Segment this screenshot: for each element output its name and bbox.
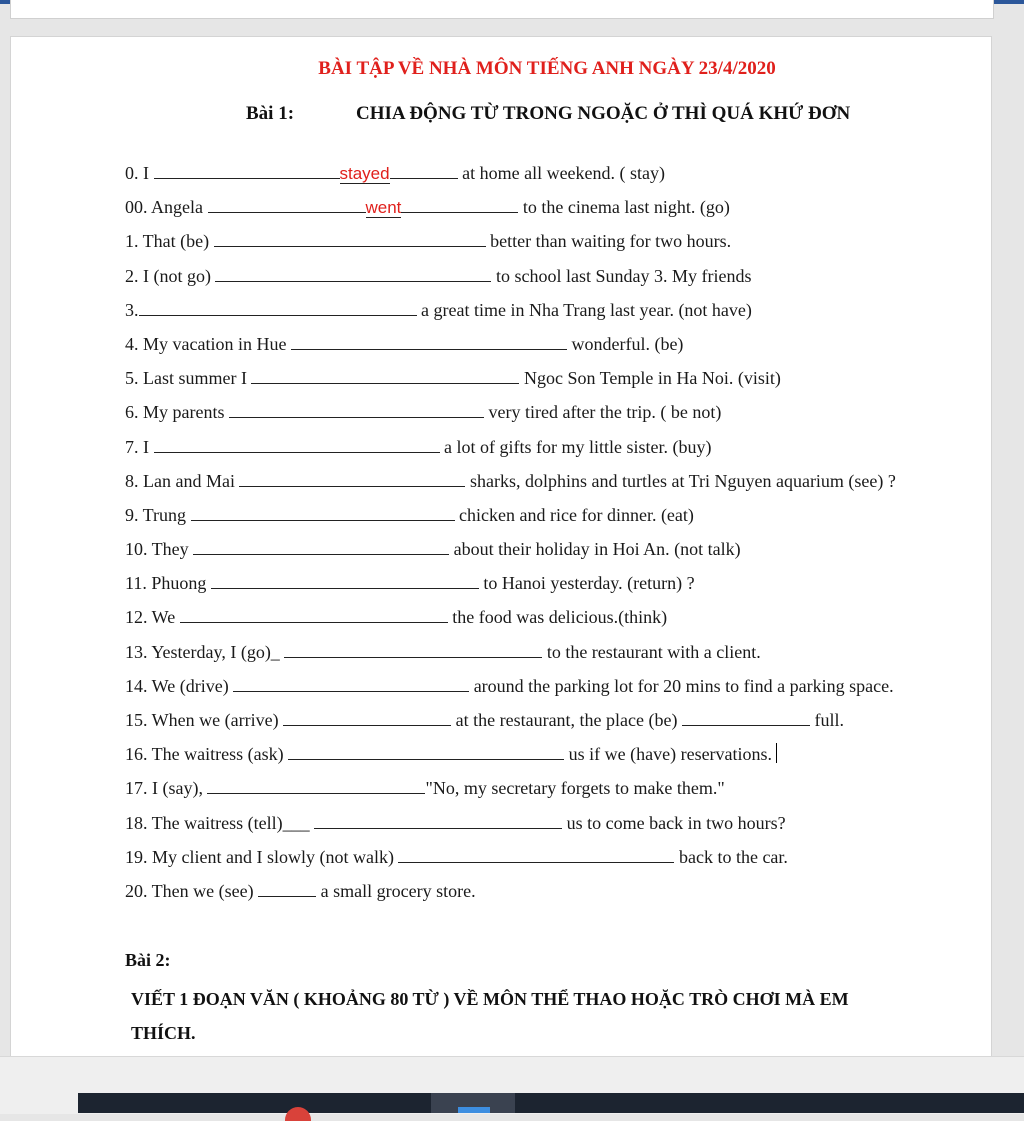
exercise-prompt: 8. Lan and Mai xyxy=(125,470,235,491)
answer-blank xyxy=(193,536,449,555)
answer-blank xyxy=(207,775,425,794)
text-cursor xyxy=(776,743,777,763)
exercise-rest: at the restaurant, the place (be) xyxy=(455,710,678,730)
exercise-prompt: 20. Then we (see) xyxy=(125,880,254,901)
answer-blank xyxy=(314,810,562,829)
exercise-item xyxy=(125,639,896,673)
answer-blank xyxy=(258,878,316,897)
exercise-rest: to the cinema last night. (go) xyxy=(522,197,730,218)
exercise-rest: a lot of gifts for my little sister. (buy) xyxy=(444,436,712,457)
answer-blank xyxy=(401,194,518,213)
exercise-prompt: 14. We (drive) xyxy=(125,675,229,696)
exercise-prompt: 5. Last summer I xyxy=(125,368,247,389)
exercise-prompt: 11. Phuong xyxy=(125,573,207,594)
exercise-rest: "No, my secretary forgets to make them." xyxy=(425,778,725,799)
exercise-rest-2: full. xyxy=(814,710,844,730)
answer-blank xyxy=(215,263,491,282)
exercise-rest: Ngoc Son Temple in Ha Noi. (visit) xyxy=(523,368,781,389)
taskbar xyxy=(78,1093,1024,1113)
previous-page xyxy=(10,0,994,19)
exercise-prompt: 00. Angela xyxy=(125,197,203,218)
exercise-prompt: 13. Yesterday, I (go)_ xyxy=(125,641,280,662)
exercise-rest: about their holiday in Hoi An. (not talk) xyxy=(453,539,741,560)
exercise-prompt: 6. My parents xyxy=(125,402,225,423)
exercise-rest: around the parking lot for 20 mins to find a parking space. xyxy=(473,675,894,696)
answer-blank xyxy=(239,468,465,487)
exercise-item xyxy=(125,673,896,707)
exercise-prompt: 19. My client and I slowly (not walk) xyxy=(125,846,394,867)
answer-blank xyxy=(211,570,479,589)
answer-blank xyxy=(291,331,567,350)
exercise-list xyxy=(125,160,896,912)
exercise-prompt: 16. The waitress (ask) xyxy=(125,744,284,765)
exercise-prompt: 2. I (not go) xyxy=(125,265,211,286)
answer-blank xyxy=(191,502,455,521)
exercise-item xyxy=(125,365,896,399)
exercise-item xyxy=(125,707,896,741)
exercise-prompt: 10. They xyxy=(125,539,189,560)
answer-text: stayed xyxy=(339,164,390,183)
exercise-rest: sharks, dolphins and turtles at Tri Nguyen aquarium (see) ? xyxy=(469,470,896,491)
exercise-item xyxy=(125,160,896,194)
exercise-prompt: 9. Trung xyxy=(125,504,187,525)
exercise1-label: Bài 1: xyxy=(246,103,295,124)
exercise-prompt: 3. xyxy=(125,299,139,320)
exercise-item xyxy=(125,741,896,775)
exercise-item xyxy=(125,536,896,570)
exercise-item xyxy=(125,194,896,228)
exercise-item xyxy=(125,810,896,844)
exercise-item xyxy=(125,331,896,365)
answer-blank xyxy=(180,604,448,623)
answer-blank xyxy=(154,160,340,179)
answer-blank xyxy=(139,297,417,316)
exercise-prompt: 12. We xyxy=(125,607,176,628)
exercise-item xyxy=(125,468,896,502)
answer-blank xyxy=(251,365,519,384)
exercise-item xyxy=(125,399,896,433)
exercise-rest: wonderful. (be) xyxy=(571,333,684,354)
answer-blank xyxy=(283,707,451,726)
answer-blank xyxy=(682,707,810,726)
exercise-item xyxy=(125,775,896,809)
exercise-rest: better than waiting for two hours. xyxy=(490,231,732,252)
exercise-rest: a small grocery store. xyxy=(320,880,476,901)
exercise-item xyxy=(125,844,896,878)
exercise-prompt: 7. I xyxy=(125,436,149,457)
answer-blank xyxy=(398,844,674,863)
exercise-prompt: 18. The waitress (tell)___ xyxy=(125,812,310,833)
answer-blank xyxy=(390,160,458,179)
exercise-prompt: 17. I (say), xyxy=(125,778,203,799)
exercise-prompt: 15. When we (arrive) xyxy=(125,710,279,730)
answer-blank xyxy=(229,399,484,418)
exercise-rest: us if we (have) reservations. xyxy=(568,744,773,765)
exercise-rest: chicken and rice for dinner. (eat) xyxy=(459,504,694,525)
exercise-item xyxy=(125,502,896,536)
exercise-rest: us to come back in two hours? xyxy=(566,812,786,833)
exercise-rest: the food was delicious.(think) xyxy=(452,607,668,628)
exercise-rest: to the restaurant with a client. xyxy=(546,641,761,662)
answer-blank xyxy=(288,741,564,760)
exercise2-label: Bài 2: xyxy=(125,950,171,970)
exercise-prompt: 0. I xyxy=(125,163,149,183)
exercise-item xyxy=(125,570,896,604)
word-app-icon[interactable] xyxy=(458,1107,490,1113)
exercise-item xyxy=(125,228,896,262)
exercise-rest: very tired after the trip. ( be not) xyxy=(488,402,722,423)
answer-blank xyxy=(154,434,440,453)
answer-blank xyxy=(233,673,469,692)
exercise-item xyxy=(125,263,896,297)
answer-blank xyxy=(208,194,366,213)
exercise-item xyxy=(125,297,896,331)
document-title: BÀI TẬP VỀ NHÀ MÔN TIẾNG ANH NGÀY 23/4/2020 xyxy=(318,58,776,79)
answer-blank xyxy=(214,228,486,247)
exercise-rest: to school last Sunday 3. My friends xyxy=(495,265,752,286)
exercise-item xyxy=(125,434,896,468)
exercise1-heading: CHIA ĐỘNG TỪ TRONG NGOẶC Ở THÌ QUÁ KHỨ ĐƠN xyxy=(356,103,851,124)
exercise-rest: a great time in Nha Trang last year. (not have) xyxy=(421,299,752,320)
exercise-prompt: 4. My vacation in Hue xyxy=(125,333,287,354)
exercise-rest: back to the car. xyxy=(678,846,788,867)
exercise-item xyxy=(125,604,896,638)
exercise-item xyxy=(125,878,896,912)
exercise-prompt: 1. That (be) xyxy=(125,231,210,252)
answer-text: went xyxy=(365,198,402,218)
exercise-rest: to Hanoi yesterday. (return) ? xyxy=(483,573,695,594)
exercise2-heading: VIẾT 1 ĐOẠN VĂN ( KHOẢNG 80 TỪ ) VỀ MÔN THỂ THAO HOẶC TRÒ CHƠI MÀ EM THÍCH. xyxy=(131,989,849,1043)
answer-blank xyxy=(284,639,542,658)
exercise-rest: at home all weekend. ( stay) xyxy=(462,163,666,183)
